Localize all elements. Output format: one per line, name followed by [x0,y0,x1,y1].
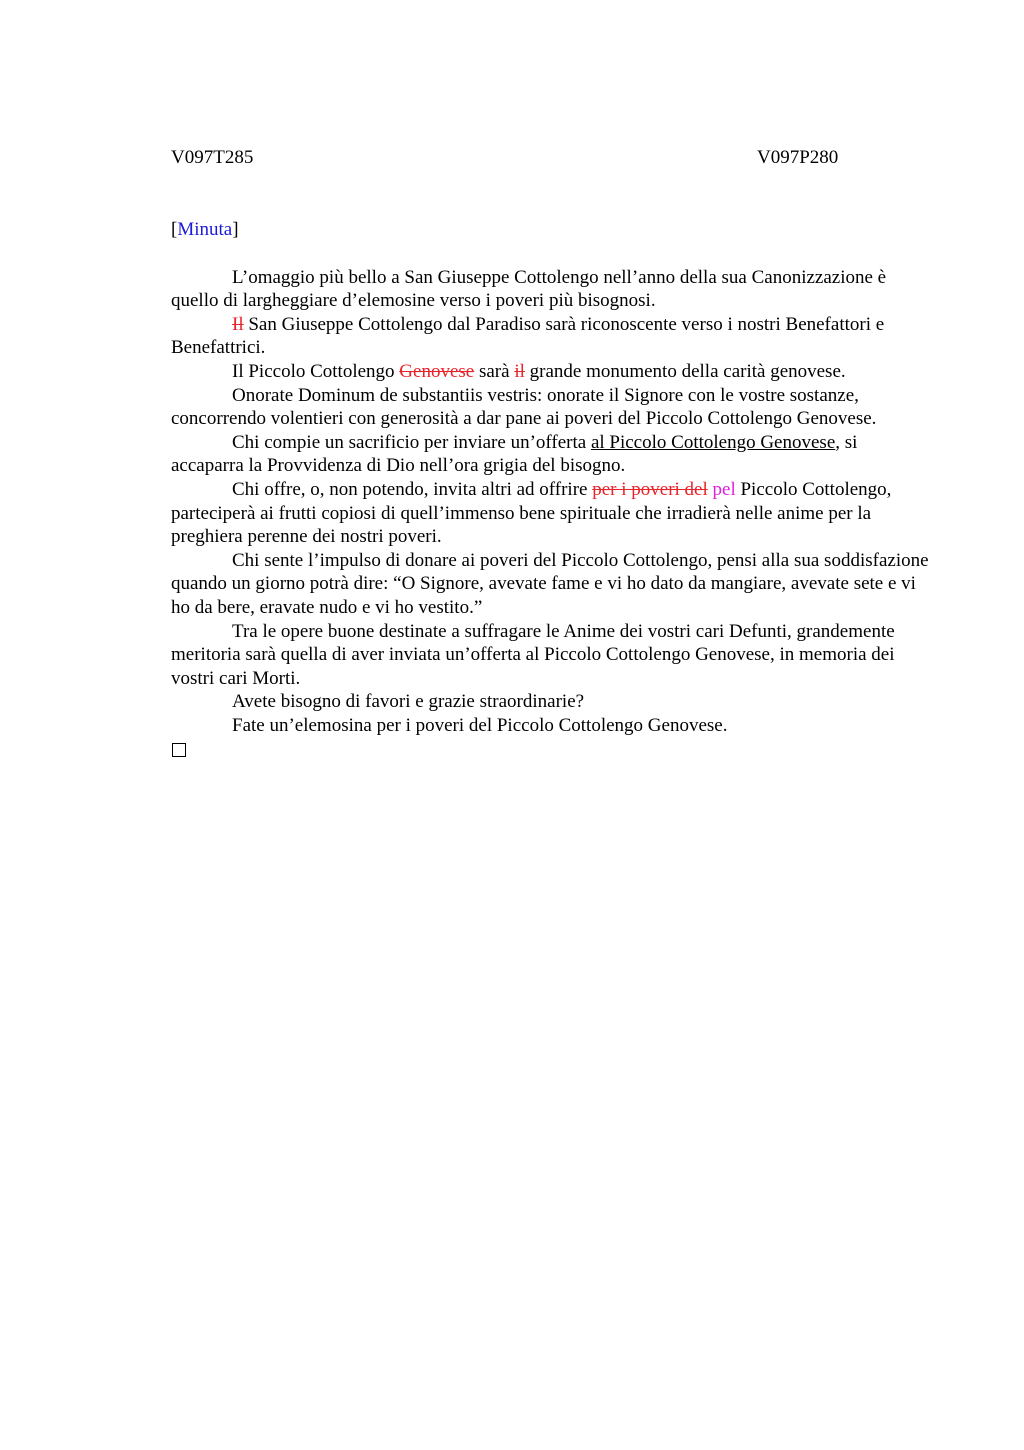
document-label [171,218,931,242]
label-bracket-open: [ [171,219,178,240]
document-codes [171,146,931,170]
inserted-text: pel [712,478,736,500]
label-minuta: Minuta [177,219,233,240]
paragraph-10: Fate un’elemosina per i poveri del Piccolo Cottolengo Genovese. [232,714,728,736]
paragraph-6 [171,478,931,549]
paragraph-5 [171,431,931,478]
document-body [171,146,931,764]
paragraph-text: sarà [474,360,515,382]
paragraph-9: Avete bisogno di favori e grazie straordinarie? [232,691,585,713]
deleted-text: per i poveri del [592,478,708,500]
underlined-text: al Piccolo Cottolengo Genovese [590,431,836,453]
paragraph-8: Tra le opere buone destinate a suffragare le Anime dei vostri cari Defunti, grandemente meritoria sarà quella di aver inviata un’offerta al Piccolo Cottolengo Genovese, in memoria dei vostri cari Morti. [171,620,895,689]
code-right: V097P280 [757,147,839,168]
paragraph-text: Piccolo Cottolengo, parteciperà ai frutti copiosi di quell’immenso bene spirituale che irradierà nelle anime per la preghiera perenne dei nostri poveri. [171,478,892,548]
paragraph-text: , si accaparra la Provvidenza di Dio nell’ora grigia del bisogno. [171,431,858,477]
paragraph-3 [171,360,931,384]
deleted-text: Genovese [399,360,475,382]
paragraph-4: Onorate Dominum de substantiis vestris: onorate il Signore con le vostre sostanze, concorrendo volentieri con generosità a dar pane ai poveri del Piccolo Cottolengo Genovese. [171,384,877,430]
paragraph-text: Chi compie un sacrificio per inviare un’offerta [232,431,591,453]
code-left: V097T285 [171,147,254,168]
paragraph-2 [171,313,931,360]
paragraph-text: San Giuseppe Cottolengo dal Paradiso sarà riconoscente verso i nostri Benefattori e Benefattrici. [171,313,885,359]
paragraph-text: grande monumento della carità genovese. [524,360,846,382]
checkbox-square-icon [172,743,186,757]
paragraph-text: Chi offre, o, non potendo, invita altri ad offrire [232,478,593,500]
label-bracket-close: ] [232,219,239,240]
paragraph-1: L’omaggio più bello a San Giuseppe Cottolengo nell’anno della sua Canonizzazione è quello di largheggiare d’elemosine verso i poveri più bisognosi. [171,266,887,312]
paragraph-text: Il Piccolo Cottolengo [232,360,400,382]
deleted-text: il [514,360,525,382]
letter-text [171,266,931,738]
paragraph-7: Chi sente l’impulso di donare ai poveri del Piccolo Cottolengo, pensi alla sua soddisfazione quando un giorno potrà dire: “O Signore, avevate fame e vi ho dato da mangiare, avevate sete e vi ho da bere, eravate nudo e vi ho vestito.” [171,549,929,618]
deleted-text: Il [232,313,244,335]
end-mark-row [171,737,931,764]
